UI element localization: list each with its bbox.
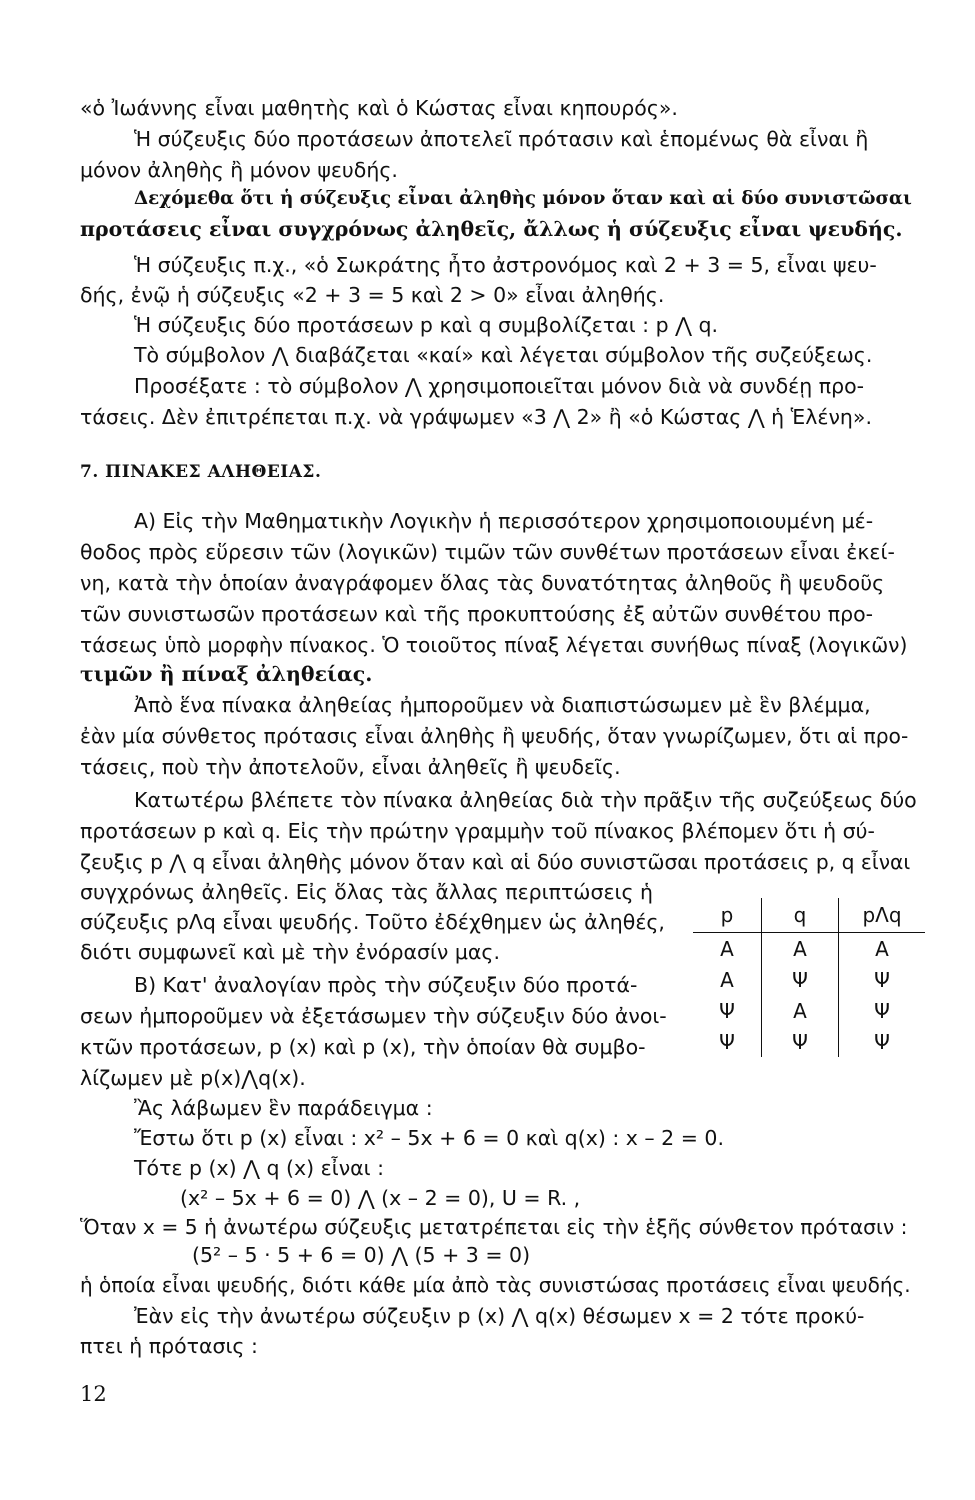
rule-line-2: προτάσεις εἶναι συγχρόνως ἀληθεῖς, ἄλλως ἡ σύζευξις εἶναι ψευδής.: [80, 217, 903, 241]
para-a-line-4: τῶν συνιστωσῶν προτάσεων καὶ τῆς προκυπτούσης ἐξ αὐτῶν συνθέτου προ-: [80, 602, 874, 626]
table-cell: Ψ: [874, 1029, 890, 1054]
para-a-line-1: Α) Εἰς τὴν Μαθηματικὴν Λογικὴν ἡ περισσότερον χρησιμοποιουμένη μέ-: [134, 509, 874, 533]
table-cell: A: [762, 933, 839, 965]
para-a-line-2: θοδος πρὸς εὕρεσιν τῶν (λογικῶν) τιμῶν τῶν συνθέτων προτάσεων εἶναι ἐκεί-: [80, 540, 895, 564]
col-header-p: p: [693, 898, 762, 933]
table-cell: Ψ: [762, 964, 839, 995]
para-d-line-2: σεων ἠμποροῦμεν νὰ ἐξετάσωμεν τὴν σύζευξιν δύο ἀνοι-: [80, 1004, 667, 1028]
table-cell: Ψ: [874, 967, 890, 992]
intro-line-2: Ἡ σύζευξις δύο προτάσεων ἀποτελεῖ πρότασιν καὶ ἑπομένως θὰ εἶναι ἢ: [134, 127, 869, 151]
section-heading: 7. ΠΙΝΑΚΕΣ ΑΛΗΘΕΙΑΣ.: [80, 462, 322, 482]
para-e-line-1: Ἂς λάβωμεν ἓν παράδειγμα :: [134, 1096, 433, 1120]
truth-table-header: [693, 898, 925, 933]
table-cell: Ψ: [693, 995, 762, 1026]
page-number: 12: [80, 1382, 107, 1406]
truth-table: [693, 898, 925, 1057]
para-c-line-3: ζευξις p ⋀ q εἶναι ἀληθὴς μόνον ὅταν καὶ αἱ δύο συνιστῶσαι προτάσεις p, q εἶναι: [80, 850, 911, 874]
intro-line-3: μόνον ἀληθὴς ἢ μόνον ψευδής.: [80, 158, 398, 182]
para-b-line-3: τάσεις, ποὺ τὴν ἀποτελοῦν, εἶναι ἀληθεῖς ἢ ψευδεῖς.: [80, 755, 621, 779]
para-e-line-9: πτει ἡ πρότασις :: [80, 1334, 258, 1358]
para-e-line-8: Ἐὰν εἰς τὴν ἀνωτέρω σύζευξιν p (x) ⋀ q(x) θέσωμεν x = 2 τότε προκύ-: [134, 1304, 865, 1328]
formula-line-1: (x² – 5x + 6 = 0) ⋀ (x – 2 = 0), U = R. ,: [180, 1186, 581, 1210]
para-a-line-5: τάσεως ὑπὸ μορφὴν πίνακος. Ὁ τοιοῦτος πίναξ λέγεται συνήθως πίναξ (λογικῶν): [80, 633, 908, 657]
example-line-1: Ἡ σύζευξις π.χ., «ὁ Σωκράτης ἦτο ἀστρονόμος καὶ 2 + 3 = 5, εἶναι ψευ-: [134, 253, 877, 277]
formula-line-2: (5² – 5 · 5 + 6 = 0) ⋀ (5 + 3 = 0): [192, 1243, 531, 1267]
para-d-line-3: κτῶν προτάσεων, p (x) καὶ p (x), τὴν ὁποίαν θὰ συμβο-: [80, 1035, 646, 1059]
para-d-line-1: Β) Κατ' ἀναλογίαν πρὸς τὴν σύζευξιν δύο προτά-: [134, 973, 638, 997]
table-cell: A: [875, 936, 889, 961]
para-c-line-4: συγχρόνως ἀληθεῖς. Εἰς ὅλας τὰς ἄλλας περιπτώσεις ἡ: [80, 880, 653, 904]
para-c-line-1: Κατωτέρω βλέπετε τὸν πίνακα ἀληθείας διὰ τὴν πρᾶξιν τῆς συζεύξεως δύο: [134, 788, 917, 812]
example-line-6: τάσεις. Δὲν ἐπιτρέπεται π.χ. νὰ γράψωμεν «3 ⋀ 2» ἢ «ὁ Κώστας ⋀ ἡ Ἑλένη».: [80, 405, 872, 429]
para-a-line-6: τιμῶν ἢ πίναξ ἀληθείας.: [80, 662, 373, 686]
example-line-3: Ἡ σύζευξις δύο προτάσεων p καὶ q συμβολίζεται : p ⋀ q.: [134, 313, 718, 337]
example-line-4: Τὸ σύμβολον ⋀ διαβάζεται «καί» καὶ λέγεται σύμβολον τῆς συζεύξεως.: [134, 343, 873, 367]
para-e-line-3: Τότε p (x) ⋀ q (x) εἶναι :: [134, 1156, 385, 1180]
para-b-line-1: Ἀπὸ ἕνα πίνακα ἀληθείας ἠμποροῦμεν νὰ διαπιστώσωμεν μὲ ἓν βλέμμα,: [134, 693, 871, 717]
intro-line-1: «ὁ Ἰωάννης εἶναι μαθητὴς καὶ ὁ Κώστας εἶναι κηπουρός».: [80, 96, 678, 120]
table-cell: Ψ: [762, 1026, 839, 1057]
para-a-line-3: νη, κατὰ τὴν ὁποίαν ἀναγράφομεν ὅλας τὰς δυνατότητας ἀληθοῦς ἢ ψευδοῦς: [80, 571, 885, 595]
table-cell: A: [762, 995, 839, 1026]
para-c-line-6: διότι συμφωνεῖ καὶ μὲ τὴν ἐνόρασίν μας.: [80, 940, 500, 964]
table-cell: Ψ: [874, 998, 890, 1023]
para-b-line-2: ἐὰν μία σύνθετος πρότασις εἶναι ἀληθὴς ἢ ψευδής, ὅταν γνωρίζωμεν, ὅτι αἱ προ-: [80, 724, 909, 748]
para-d-line-4: λίζωμεν μὲ p(x)⋀q(x).: [80, 1066, 306, 1090]
rule-line-1: Δεχόμεθα ὅτι ἡ σύζευξις εἶναι ἀληθὴς μόνον ὅταν καὶ αἱ δύο συνιστῶσαι: [134, 188, 912, 209]
example-line-5: Προσέξατε : τὸ σύμβολον ⋀ χρησιμοποιεῖται μόνον διὰ νὰ συνδέῃ προ-: [134, 374, 865, 398]
para-e-line-5: Ὅταν x = 5 ἡ ἀνωτέρω σύζευξις μετατρέπεται εἰς τὴν ἑξῆς σύνθετον πρότασιν :: [80, 1215, 908, 1239]
table-row: [693, 964, 925, 995]
table-cell: A: [693, 933, 762, 965]
table-cell: A: [693, 964, 762, 995]
table-row: [693, 1026, 925, 1057]
para-e-line-2: Ἔστω ὅτι p (x) εἶναι : x² – 5x + 6 = 0 καὶ q(x) : x – 2 = 0.: [134, 1126, 724, 1150]
para-c-line-2: προτάσεων p καὶ q. Εἰς τὴν πρώτην γραμμὴν τοῦ πίνακος βλέπομεν ὅτι ἡ σύ-: [80, 819, 875, 843]
para-e-line-7: ἡ ὁποία εἶναι ψευδής, διότι κάθε μία ἀπὸ τὰς συνιστώσας προτάσεις εἶναι ψευδής.: [80, 1273, 911, 1297]
col-header-q: q: [762, 898, 839, 933]
para-c-line-5: σύζευξις pΛq εἶναι ψευδής. Τοῦτο ἐδέχθημεν ὡς ἀληθές,: [80, 910, 665, 934]
table-row: [693, 933, 925, 965]
table-cell: Ψ: [693, 1026, 762, 1057]
col-header-p-and-q: pΛq: [839, 898, 926, 933]
table-row: [693, 995, 925, 1026]
example-line-2: δής, ἐνῷ ἡ σύζευξις «2 + 3 = 5 καὶ 2 > 0» εἶναι ἀληθής.: [80, 283, 665, 307]
